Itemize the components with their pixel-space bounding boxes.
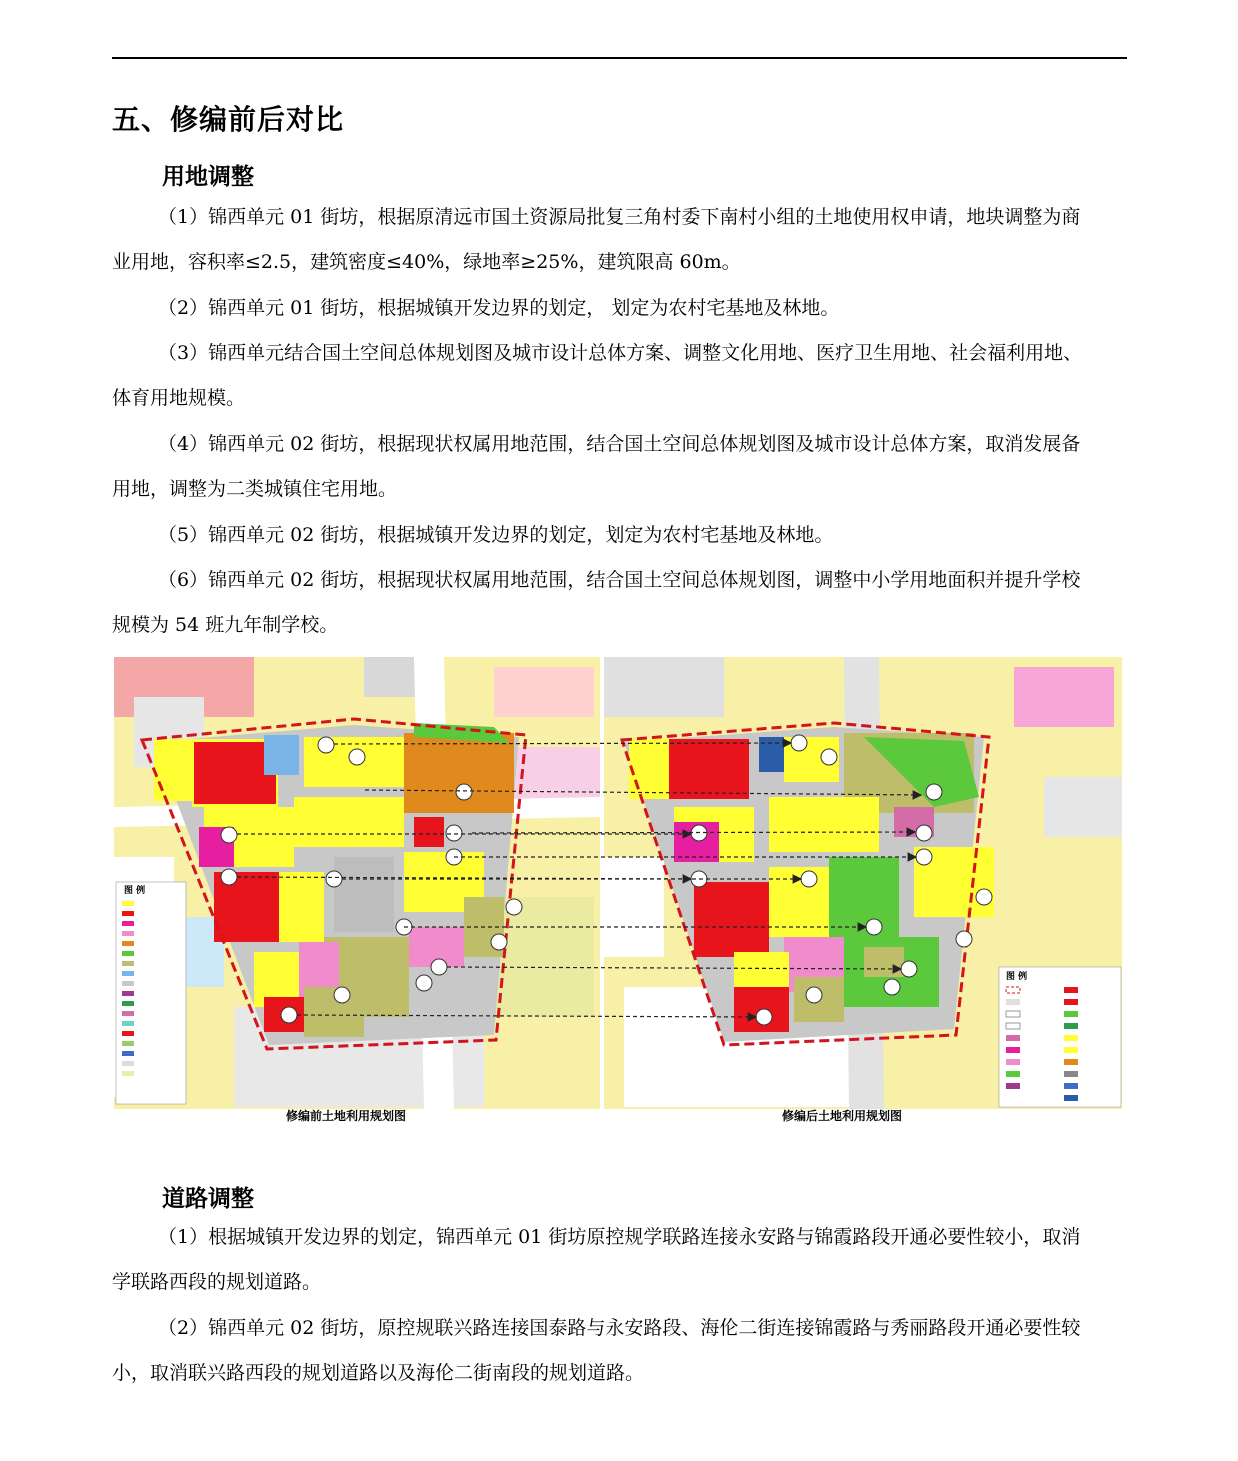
road-heading: 道路调整 (162, 1186, 254, 1212)
land-heading: 用地调整 (162, 164, 254, 190)
land-paragraph: （1）锦西单元 01 街坊，根据原清远市国土资源局批复三角村委下南村小组的土地使用权申请，地块调整为商业用地，容积率≤2.5，建筑密度≤40%，绿地率≥25%，建筑限高 60m。 (112, 206, 1081, 273)
road-paragraph: （2）锦西单元 02 街坊，原控规联兴路连接国泰路与永安路段、海伦二街连接锦霞路与秀丽路段开通必要性较小，取消联兴路西段的规划道路以及海伦二街南段的规划道路。 (112, 1317, 1081, 1384)
land-paragraph: （2）锦西单元 01 街坊，根据城镇开发边界的划定， 划定为农村宅基地及林地。 (158, 297, 840, 319)
land-paragraph: （3）锦西单元结合国土空间总体规划图及城市设计总体方案、调整文化用地、医疗卫生用地、社会福利用地、体育用地规模。 (112, 342, 1083, 409)
land-paragraph: （5）锦西单元 02 街坊，根据城镇开发边界的划定，划定为农村宅基地及林地。 (158, 524, 834, 546)
road-paragraph: （1）根据城镇开发边界的划定，锦西单元 01 街坊原控规学联路连接永安路与锦霞路段开通必要性较小，取消学联路西段的规划道路。 (112, 1226, 1081, 1293)
land-use-map-comparison (114, 657, 1122, 1127)
land-paragraph: （6）锦西单元 02 街坊，根据现状权属用地范围，结合国土空间总体规划图，调整中小学用地面积并提升学校规模为 54 班九年制学校。 (112, 569, 1081, 636)
before-map-caption: 修编前土地利用规划图 (286, 1109, 407, 1123)
before-legend-title: 图 例 (124, 886, 146, 896)
section-title: 五、修编前后对比 (112, 103, 345, 136)
comparison-arrows (114, 657, 1122, 1109)
land-paragraph: （4）锦西单元 02 街坊，根据现状权属用地范围，结合国土空间总体规划图及城市设计总体方案，取消发展备用地，调整为二类城镇住宅用地。 (112, 433, 1081, 500)
after-map-caption: 修编后土地利用规划图 (782, 1109, 903, 1123)
after-legend-title: 图 例 (1006, 972, 1028, 982)
header-rule (112, 57, 1127, 59)
